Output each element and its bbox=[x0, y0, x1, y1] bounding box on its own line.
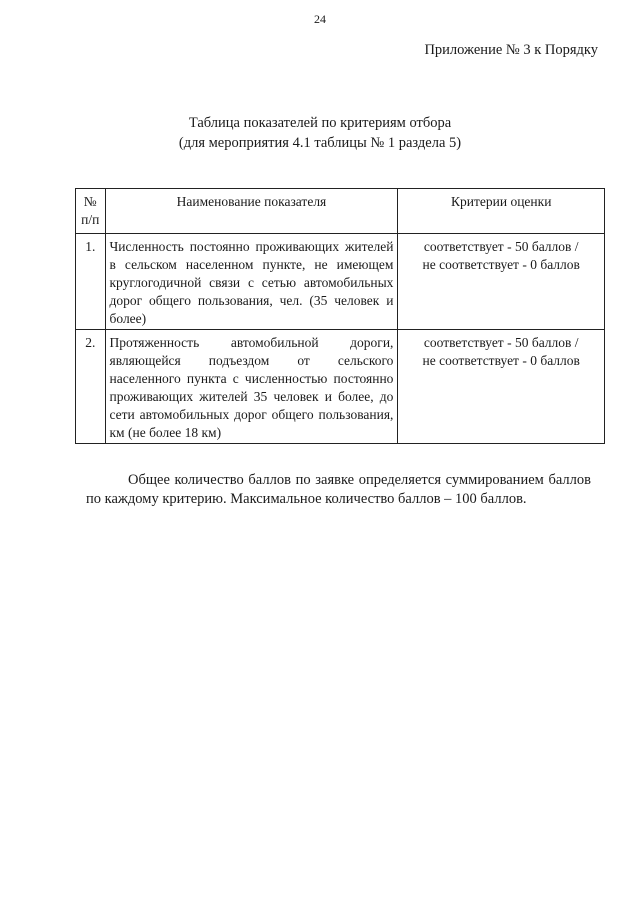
evaluation-criteria bbox=[398, 330, 605, 444]
criteria-line-2: не соответствует - 0 баллов bbox=[422, 353, 580, 368]
table-title-line-1: Таблица показателей по критериям отбора bbox=[188, 115, 452, 131]
row-number: 2. bbox=[76, 330, 106, 444]
header-indicator-name: Наименование показателя bbox=[105, 189, 398, 234]
header-number-line-1: № bbox=[83, 194, 97, 209]
table-row bbox=[76, 234, 605, 330]
indicator-name: Численность постоянно проживающих жителей в сельском населенном пункте, не имеющем круглогодичной связи с сетью автомобильных дорог общего пользования, чел. (35 человек и более) bbox=[105, 234, 398, 330]
table-header-row bbox=[76, 189, 605, 234]
page-number: 24 bbox=[314, 12, 326, 26]
header-number bbox=[76, 189, 106, 234]
evaluation-criteria bbox=[398, 234, 605, 330]
appendix-reference: Приложение № 3 к Порядку bbox=[424, 42, 598, 58]
criteria-line-1: соответствует - 50 баллов / bbox=[423, 335, 579, 350]
criteria-line-1: соответствует - 50 баллов / bbox=[423, 239, 579, 254]
row-number: 1. bbox=[76, 234, 106, 330]
header-number-line-2: п/п bbox=[81, 212, 100, 227]
summary-paragraph: Общее количество баллов по заявке определяется суммированием баллов по каждому критерию. Максимальное количество баллов – 100 баллов. bbox=[86, 471, 591, 507]
indicator-name: Протяженность автомобильной дороги, являющейся подъездом от сельского населенного пункта с численностью постоянно проживающих жителей 35 человек и более, до сети автомобильных дорог общего пользования, км (не более 18 км) bbox=[105, 330, 398, 444]
table-row bbox=[76, 330, 605, 444]
criteria-line-2: не соответствует - 0 баллов bbox=[422, 257, 580, 272]
header-evaluation-criteria: Критерии оценки bbox=[398, 189, 605, 234]
table-title bbox=[0, 113, 640, 153]
criteria-table bbox=[75, 188, 605, 444]
table-title-line-2: (для мероприятия 4.1 таблицы № 1 раздела 5) bbox=[178, 135, 462, 151]
